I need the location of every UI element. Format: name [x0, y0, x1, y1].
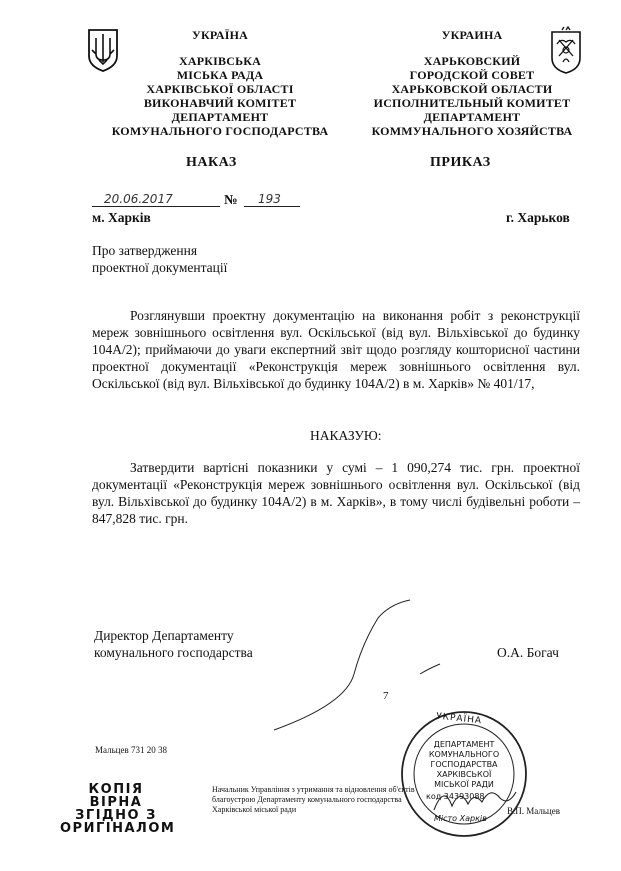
header-right-country: УКРАИНА	[441, 28, 503, 42]
header-right-line: ГОРОДСКОЙ СОВЕТ	[409, 68, 535, 82]
header-left-line: МІСЬКА РАДА	[176, 68, 264, 82]
subject-line: Про затвердження	[92, 243, 198, 258]
header-right-line: ХАРЬКОВСКИЙ	[423, 54, 521, 68]
header-left-line: ДЕПАРТАМЕНТ	[171, 110, 269, 124]
seal-line: МІСЬКОЇ РАДИ	[434, 780, 494, 789]
seal-bottom-text: Місто Харків	[434, 814, 487, 823]
header-right	[352, 28, 592, 138]
number-label: №	[224, 192, 238, 207]
city-ua: м. Харків	[92, 210, 151, 225]
certifier-signature	[430, 778, 520, 818]
official-seal	[400, 710, 528, 838]
seal-line: КОМУНАЛЬНОГО	[428, 750, 500, 759]
header-right-line: КОММУНАЛЬНОГО ХОЗЯЙСТВА	[371, 124, 573, 138]
annotation-number: 7	[383, 690, 389, 702]
registration-row	[92, 192, 302, 210]
doc-type-ru: ПРИКАЗ	[430, 155, 491, 170]
header-right-line: ДЕПАРТАМЕНТ	[423, 110, 521, 124]
header-left-line: ХАРКІВСЬКОЇ ОБЛАСТІ	[146, 82, 294, 96]
position-line: комунального господарства	[94, 645, 253, 660]
seal-top-text: УКРАЇНА	[435, 711, 483, 727]
header-left-line: ВИКОНАВЧИЙ КОМІТЕТ	[143, 96, 297, 110]
header-left-line: КОМУНАЛЬНОГО ГОСПОДАРСТВА	[111, 124, 329, 138]
seal-line: ГОСПОДАРСТВА	[430, 760, 498, 769]
order-word: НАКАЗУЮ:	[310, 428, 382, 443]
seal-code: код 34393088	[426, 792, 485, 801]
city-ru: г. Харьков	[506, 210, 570, 225]
header-left-country: УКРАЇНА	[191, 28, 249, 42]
header-right-line: ИСПОЛНИТЕЛЬНЫЙ КОМИТЕТ	[373, 96, 571, 110]
copy-stamp-line: КОПІЯ ВІРНА	[88, 782, 144, 810]
header-right-line: ХАРЬКОВСКОЙ ОБЛАСТИ	[391, 82, 553, 96]
doc-type-ua: НАКАЗ	[186, 155, 237, 170]
certification-name: В.П. Мальцев	[507, 806, 560, 816]
body-paragraph-2: Затвердити вартісні показники у сумі – 1 090,274 тис. грн. проектної документації «Реконструкція мереж зовнішнього освітлення вул. Оскільської (від вул. Вільхівської до будинку 104А/2) в м. Харків», в тому числі будівельні роботи – 847,828 тис. грн.	[92, 460, 580, 526]
number-field: 193	[244, 192, 300, 207]
copy-stamp	[60, 782, 176, 836]
signatory-position	[94, 627, 253, 661]
header-left	[100, 28, 340, 138]
executor-info: Мальцев 731 20 38	[95, 745, 167, 755]
position-line: Директор Департаменту	[94, 628, 234, 643]
copy-stamp-line: ЗГІДНО З	[75, 808, 157, 823]
date-field: 20.06.2017	[92, 192, 220, 207]
copy-stamp-line: ОРИГІНАЛОМ	[60, 821, 176, 836]
header-left-line: ХАРКІВСЬКА	[178, 54, 261, 68]
seal-line: ДЕПАРТАМЕНТ	[433, 740, 495, 749]
certification-text: Начальник Управління з утримання та відновлення об'єктів благоустрою Департаменту комунального господарства Харківської міської ради	[212, 785, 415, 814]
body-paragraph-1: Розглянувши проектну документацію на виконання робіт з реконструкції мереж зовнішнього освітлення вул. Оскільської (від вул. Вільхівської до будинку 104А/2); приймаючи до уваги експертний звіт щодо розгляду кошторисної частини проектної документації «Реконструкція мереж зовнішнього освітлення вул. Оскільської (від вул. Вільхівської до будинку 104А/2) в м. Харків» № 401/17,	[92, 308, 580, 391]
seal-line: ХАРКІВСЬКОЇ	[436, 770, 492, 779]
signatory-name: О.А. Богач	[497, 645, 559, 660]
subject-line: проектної документації	[92, 260, 228, 275]
subject	[92, 242, 227, 276]
